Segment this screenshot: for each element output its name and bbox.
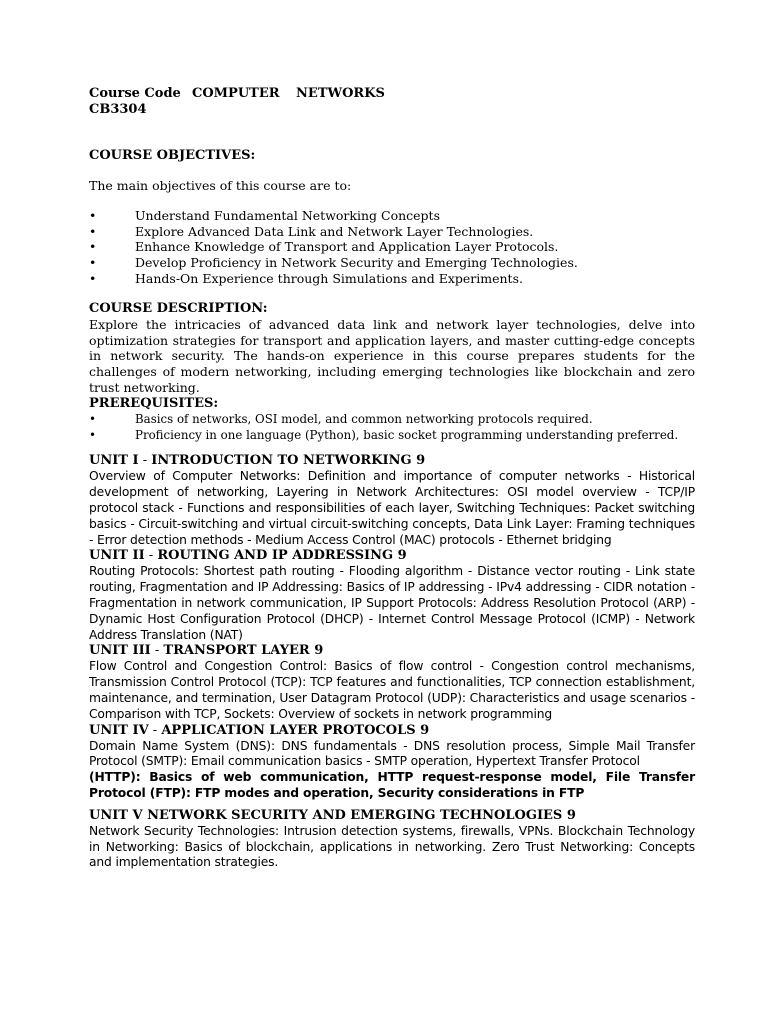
unit-1-heading: UNIT I - INTRODUCTION TO NETWORKING 9 [89, 453, 426, 469]
objectives-heading: COURSE OBJECTIVES: [89, 148, 256, 163]
unit-1-body: Overview of Computer Networks: Definition and importance of computer networks - Historical development of networking, Layering in Network Architectures: OSI model overview - TCP/IP protocol stack - Functions and responsibilities of each layer, Switching Techniques: Packet switching basics - Circuit-switching and virtual circuit-switching concepts, Data Link Layer: Framing techniques - Error detection methods - Medium Access Control (MAC) protocols - Ethernet bridging [89, 469, 695, 547]
bullet-icon: • [89, 239, 97, 255]
objectives-list [89, 208, 695, 287]
unit-4-body: Domain Name System (DNS): DNS fundamentals - DNS resolution process, Simple Mail Transfer Protocol (SMTP): Email communication basics - SMTP operation, Hypertext Transfer Protocol [89, 738, 695, 769]
objective-text: Hands-On Experience through Simulations and Experiments. [135, 270, 523, 286]
list-item [89, 271, 695, 287]
objective-text: Explore Advanced Data Link and Network Layer Technologies. [135, 223, 534, 239]
unit-title: ROUTING AND IP ADDRESSING 9 [157, 548, 407, 564]
unit-2-body: Routing Protocols: Shortest path routing - Flooding algorithm - Distance vector routing - Link state routing, Fragmentation and IP Addressing: Basics of IP addressing - IPv4 addressing - CIDR notation - Fragmentation in network communication, IP Support Protocols: Address Resolution Protocol (ARP) - Dynamic Host Configuration Protocol (DHCP) - Internet Control Message Protocol (ICMP) - Network Address Translation (NAT) [89, 564, 695, 642]
list-item [89, 239, 695, 255]
bullet-icon: • [89, 255, 97, 271]
bullet-icon: • [89, 427, 96, 442]
unit-5-body: Network Security Technologies: Intrusion detection systems, firewalls, VPNs. Blockchain Technology in Networking: Basics of blockchain, applications in networking. Zero Trust Networking: Concepts and implementation strategies. [89, 823, 695, 870]
unit-label: UNIT I [89, 453, 139, 469]
course-code: CB3304 [89, 102, 147, 117]
objective-text: Enhance Knowledge of Transport and Application Layer Protocols. [135, 239, 559, 255]
course-code-label: Course Code [89, 86, 181, 101]
course-title-word-1: COMPUTER [192, 86, 280, 101]
list-item [89, 208, 695, 224]
unit-title: NETWORK SECURITY AND EMERGING TECHNOLOGIES 9 [147, 807, 576, 823]
unit-label: UNIT IV [89, 722, 149, 738]
list-item [89, 412, 695, 428]
unit-2-heading: UNIT II - ROUTING AND IP ADDRESSING 9 [89, 548, 407, 564]
prerequisite-text: Basics of networks, OSI model, and common networking protocols required. [135, 411, 593, 426]
list-item [89, 255, 695, 271]
course-title-word-2: NETWORKS [296, 86, 385, 101]
prerequisites-heading: PREREQUISITES: [89, 395, 219, 411]
unit-label: UNIT V [89, 807, 143, 823]
course-header [89, 86, 695, 102]
unit-4-bold-body: (HTTP): Basics of web communication, HTTP request-response model, File Transfer Protocol (FTP): FTP modes and operation, Security considerations in FTP [89, 770, 695, 800]
objective-text: Develop Proficiency in Network Security and Emerging Technologies. [135, 255, 578, 271]
list-item [89, 428, 695, 444]
document-page [89, 86, 695, 871]
unit-title: TRANSPORT LAYER 9 [163, 643, 324, 659]
bullet-icon: • [89, 270, 97, 286]
objective-text: Understand Fundamental Networking Concepts [135, 207, 440, 223]
list-item [89, 224, 695, 240]
unit-3-heading: UNIT III - TRANSPORT LAYER 9 [89, 643, 324, 659]
unit-title: INTRODUCTION TO NETWORKING 9 [151, 453, 426, 469]
bullet-icon: • [89, 223, 97, 239]
prerequisite-text: Proficiency in one language (Python), basic socket programming understanding preferred. [135, 427, 679, 442]
unit-3-body: Flow Control and Congestion Control: Basics of flow control - Congestion control mechanisms, Transmission Control Protocol (TCP): TCP features and functionalities, TCP connection establishment, maintenance, and termination, User Datagram Protocol (UDP): Characteristics and usage scenarios - Comparison with TCP, Sockets: Overview of sockets in network programming [89, 659, 695, 721]
unit-4-heading: UNIT IV - APPLICATION LAYER PROTOCOLS 9 [89, 722, 430, 738]
unit-title: APPLICATION LAYER PROTOCOLS 9 [161, 722, 430, 738]
bullet-icon: • [89, 207, 97, 223]
unit-label: UNIT II [89, 548, 145, 564]
description-text: Explore the intricacies of advanced data link and network layer technologies, delve into optimization strategies for transport and application layers, and master cutting-edge concepts in network security. The hands-on experience in this course prepares students for the challenges of modern networking, including emerging technologies like blockchain and zero trust networking. [89, 316, 695, 395]
prerequisites-list [89, 412, 695, 444]
objectives-intro: The main objectives of this course are to: [89, 178, 352, 193]
unit-5-heading [89, 808, 695, 824]
description-heading: COURSE DESCRIPTION: [89, 300, 268, 316]
bullet-icon: • [89, 411, 96, 426]
unit-label: UNIT III [89, 643, 151, 659]
